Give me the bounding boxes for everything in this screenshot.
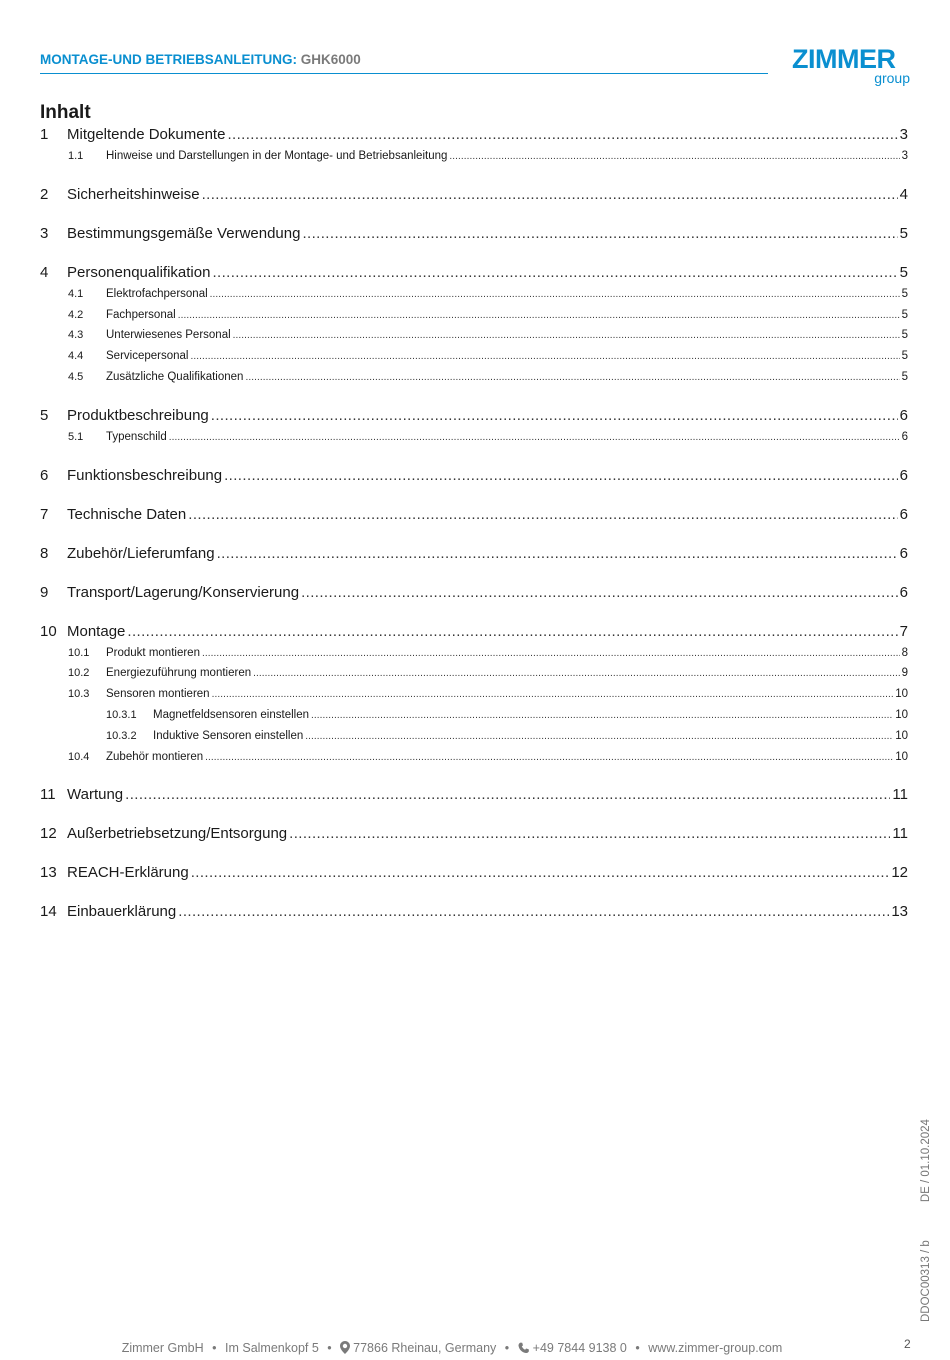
toc-entry-title: Zubehör/Lieferumfang	[67, 544, 215, 562]
toc-entry-title: Induktive Sensoren einstellen	[153, 729, 304, 742]
toc-entry-title: Energiezuführung montieren	[106, 667, 252, 680]
toc-entry-page: 6	[899, 466, 908, 484]
toc-leader-dots	[302, 223, 897, 245]
toc-entry[interactable]	[40, 621, 908, 643]
document-type: MONTAGE-UND BETRIEBSANLEITUNG:	[40, 52, 297, 67]
toc-entry-page: 7	[899, 622, 908, 640]
toc-entry-number: 12	[40, 825, 57, 843]
page-number: 2	[904, 1337, 911, 1351]
toc-entry-page: 5	[899, 263, 908, 281]
toc-entry-number: 7	[40, 505, 49, 523]
toc-entry-number: 10	[40, 622, 57, 640]
location-pin-icon	[340, 1341, 350, 1354]
toc-entry-page: 4	[899, 185, 908, 203]
toc-entry-title: Zusätzliche Qualifikationen	[106, 370, 244, 383]
toc-entry-title: Magnetfeldsensoren einstellen	[153, 708, 309, 721]
toc-entry-number: 4.4	[68, 350, 84, 363]
toc-entry-page: 3	[901, 150, 908, 162]
product-name: GHK6000	[300, 52, 361, 67]
toc-entry-page: 11	[892, 786, 908, 804]
toc-leader-dots	[449, 147, 899, 167]
toc-entry-page: 5	[901, 350, 908, 363]
toc-entry-number: 5.1	[68, 430, 84, 443]
toc-title: Inhalt	[40, 102, 91, 123]
toc-entry-title: Produkt montieren	[106, 646, 200, 659]
toc-entry-title: Servicepersonal	[106, 350, 189, 363]
toc-entry-number: 10.3.2	[106, 729, 137, 742]
toc-entry[interactable]	[40, 124, 908, 146]
toc-entry[interactable]	[40, 663, 908, 684]
toc-entry-title: Funktionsbeschreibung	[67, 466, 223, 484]
toc-entry-number: 10.1	[68, 646, 90, 659]
toc-entry[interactable]	[40, 367, 908, 388]
toc-entry-page: 5	[901, 370, 908, 383]
toc-entry[interactable]	[40, 146, 908, 167]
toc-entry[interactable]	[40, 784, 908, 806]
toc-entry-title: Transport/Lagerung/Konservierung	[67, 583, 300, 601]
table-of-contents	[40, 124, 908, 923]
toc-leader-dots	[127, 621, 897, 643]
toc-entry-page: 10	[895, 688, 908, 701]
toc-leader-dots	[301, 582, 898, 604]
toc-entry-title: Mitgeltende Dokumente	[67, 126, 226, 143]
toc-leader-dots	[227, 124, 897, 146]
toc-leader-dots	[253, 664, 899, 684]
toc-leader-dots	[125, 784, 890, 806]
toc-entry-page: 12	[891, 864, 908, 882]
toc-entry[interactable]	[40, 325, 908, 346]
toc-entry-title: Montage	[67, 622, 126, 640]
footer-website[interactable]: www.zimmer-group.com	[648, 1341, 783, 1355]
toc-entry-page: 10	[895, 729, 908, 742]
toc-leader-dots	[245, 368, 899, 388]
toc-entry[interactable]	[40, 747, 908, 768]
toc-entry-page: 6	[899, 505, 908, 523]
phone-icon	[518, 1342, 530, 1354]
footer-separator: •	[635, 1341, 640, 1355]
page-footer	[0, 1341, 904, 1355]
toc-entry[interactable]	[40, 823, 908, 845]
zimmer-group-logo	[792, 44, 912, 90]
toc-entry-number: 4.2	[68, 308, 84, 321]
toc-entry-title: Außerbetriebsetzung/Entsorgung	[67, 825, 288, 843]
toc-entry[interactable]	[40, 305, 908, 326]
toc-entry[interactable]	[40, 465, 908, 487]
logo-wordmark: ZIMMER	[792, 44, 896, 74]
footer-separator: •	[327, 1341, 332, 1355]
footer-company: Zimmer GmbH	[121, 1341, 204, 1355]
toc-leader-dots	[211, 405, 898, 427]
toc-entry[interactable]	[40, 427, 908, 448]
toc-entry-number: 13	[40, 864, 57, 882]
toc-entry[interactable]	[40, 862, 908, 884]
toc-entry-title: Produktbeschreibung	[67, 406, 209, 424]
toc-entry-title: Sensoren montieren	[106, 688, 210, 701]
toc-entry-title: Unterwiesenes Personal	[106, 329, 231, 342]
toc-entry-page: 10	[895, 708, 908, 721]
toc-entry-number: 8	[40, 544, 49, 562]
language-date: DE / 01.10.2024	[920, 1119, 932, 1203]
toc-entry-number: 4.1	[68, 287, 84, 300]
toc-entry-title: Wartung	[67, 786, 124, 804]
toc-entry-number: 2	[40, 185, 49, 203]
toc-entry-number: 5	[40, 406, 49, 424]
toc-entry-title: Personenqualifikation	[67, 263, 211, 281]
toc-entry-title: Technische Daten	[67, 505, 187, 523]
toc-entry[interactable]	[40, 705, 908, 726]
toc-entry-page: 6	[899, 544, 908, 562]
toc-entry-page: 11	[892, 825, 908, 843]
toc-entry-page: 13	[891, 903, 908, 921]
toc-entry-number: 6	[40, 466, 49, 484]
toc-entry-page: 10	[895, 750, 908, 763]
toc-leader-dots	[169, 428, 900, 448]
toc-entry[interactable]	[40, 405, 908, 427]
toc-entry-title: Fachpersonal	[106, 308, 176, 321]
footer-separator: •	[212, 1341, 217, 1355]
toc-leader-dots	[190, 347, 899, 367]
toc-leader-dots	[178, 306, 900, 326]
logo-subtext: group	[874, 70, 910, 86]
toc-entry-title: Typenschild	[106, 430, 167, 443]
toc-entry-title: REACH-Erklärung	[67, 864, 189, 882]
toc-leader-dots	[210, 285, 900, 305]
toc-entry[interactable]	[40, 504, 908, 526]
toc-entry-title: Sicherheitshinweise	[67, 185, 200, 203]
toc-entry-title: Bestimmungsgemäße Verwendung	[67, 224, 301, 242]
toc-entry-page: 3	[899, 126, 908, 143]
toc-leader-dots	[178, 901, 889, 923]
toc-leader-dots	[305, 727, 893, 747]
toc-entry-number: 3	[40, 224, 49, 242]
toc-entry-page: 9	[901, 667, 908, 680]
toc-entry-number: 10.4	[68, 750, 90, 763]
toc-entry-number: 14	[40, 903, 57, 921]
toc-entry-number: 4	[40, 263, 49, 281]
toc-entry[interactable]	[40, 684, 908, 705]
toc-entry[interactable]	[40, 262, 908, 284]
toc-entry-number: 11	[40, 786, 56, 804]
toc-entry[interactable]	[40, 582, 908, 604]
toc-leader-dots	[217, 543, 898, 565]
toc-entry-page: 6	[899, 583, 908, 601]
toc-entry-title: Zubehör montieren	[106, 750, 204, 763]
toc-leader-dots	[289, 823, 890, 845]
toc-entry-page: 5	[899, 224, 908, 242]
toc-leader-dots	[212, 262, 897, 284]
toc-leader-dots	[202, 184, 898, 206]
toc-entry[interactable]	[40, 726, 908, 747]
toc-entry-page: 5	[901, 308, 908, 321]
toc-entry-number: 4.5	[68, 370, 84, 383]
toc-leader-dots	[202, 644, 900, 664]
toc-entry-number: 10.3	[68, 688, 90, 701]
toc-entry-title: Einbauerklärung	[67, 903, 177, 921]
footer-separator: •	[504, 1341, 510, 1355]
toc-entry-number: 9	[40, 583, 49, 601]
toc-leader-dots	[191, 862, 890, 884]
toc-leader-dots	[212, 685, 894, 705]
toc-entry-number: 10.2	[68, 667, 90, 680]
toc-entry-page: 6	[899, 406, 908, 424]
toc-leader-dots	[233, 326, 900, 346]
toc-entry-page: 6	[901, 430, 908, 443]
toc-entry[interactable]	[40, 643, 908, 664]
toc-entry-page: 8	[901, 646, 908, 659]
toc-entry-number: 4.3	[68, 329, 84, 342]
toc-entry[interactable]	[40, 284, 908, 305]
toc-leader-dots	[311, 706, 893, 726]
toc-entry[interactable]	[40, 901, 908, 923]
toc-entry-number: 1	[40, 126, 49, 143]
toc-entry-title: Elektrofachpersonal	[106, 287, 208, 300]
toc-entry[interactable]	[40, 184, 908, 206]
doc-id: DDOC00313 / b	[920, 1240, 932, 1322]
toc-entry-page: 5	[901, 287, 908, 300]
toc-entry-number: 10.3.1	[106, 708, 137, 721]
toc-entry-page: 5	[901, 329, 908, 342]
document-id-vertical	[920, 1119, 932, 1322]
toc-leader-dots	[205, 748, 893, 768]
document-header	[40, 52, 768, 74]
toc-leader-dots	[224, 465, 898, 487]
footer-phone: +49 7844 9138 0	[532, 1341, 627, 1355]
toc-entry[interactable]	[40, 346, 908, 367]
toc-entry-title: Hinweise und Darstellungen in der Montage- und Betriebsanleitung	[106, 150, 448, 162]
toc-leader-dots	[188, 504, 897, 526]
footer-street: Im Salmenkopf 5	[225, 1341, 319, 1355]
toc-entry[interactable]	[40, 223, 908, 245]
footer-city: 77866 Rheinau, Germany	[353, 1341, 497, 1355]
toc-entry[interactable]	[40, 543, 908, 565]
toc-entry-number: 1.1	[68, 150, 84, 162]
